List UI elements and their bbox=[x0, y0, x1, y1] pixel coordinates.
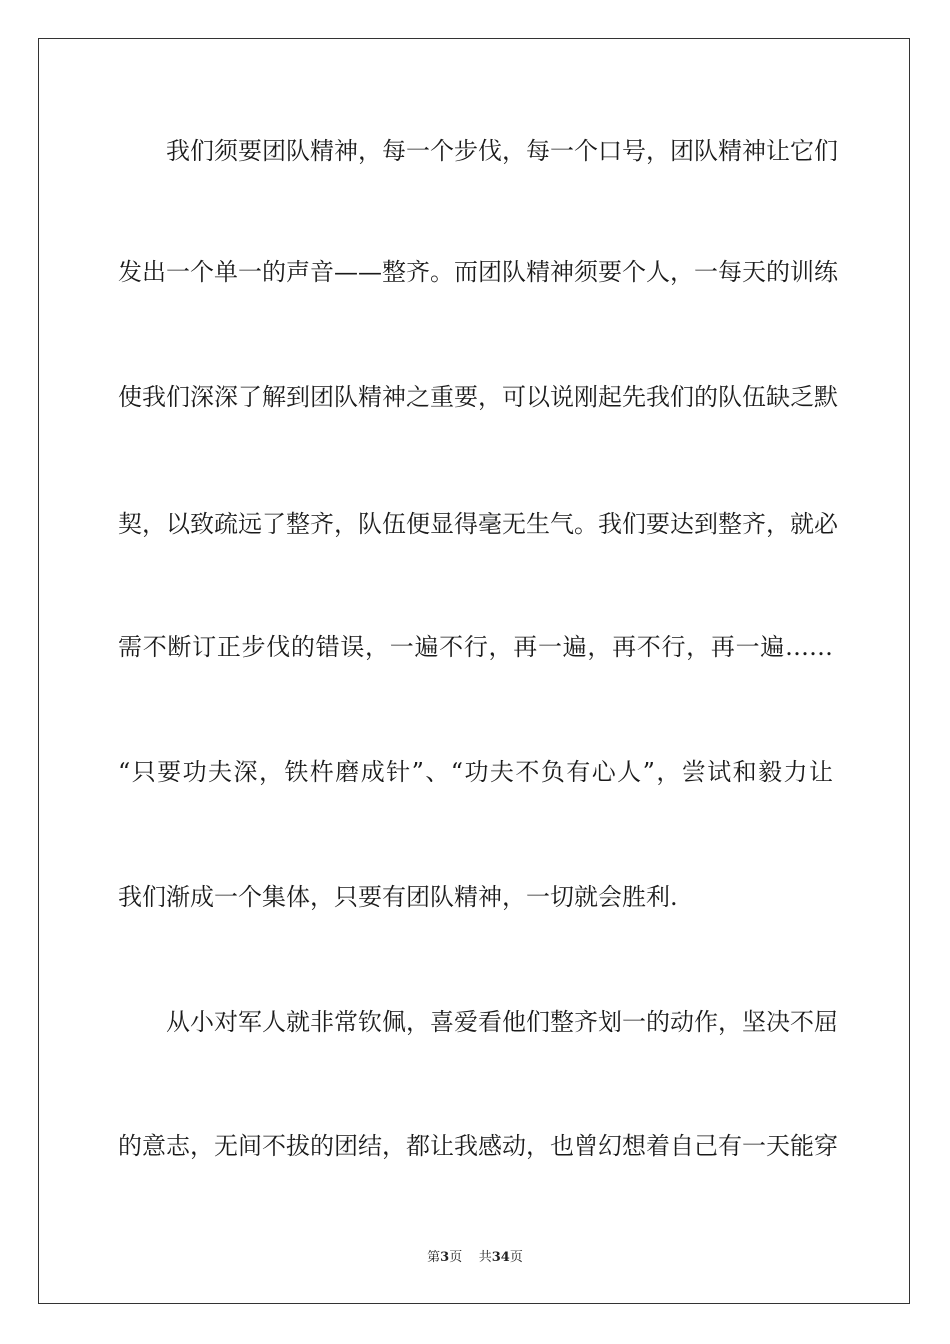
page-border bbox=[38, 38, 910, 1304]
footer-total-prefix: 共 bbox=[478, 1250, 492, 1265]
footer-page-prefix: 第 bbox=[427, 1250, 441, 1265]
paragraph-1-line-2: 发出一个单一的声音——整齐。而团队精神须要个人，一每天的训练 bbox=[118, 258, 838, 286]
footer-total-suffix: 页 bbox=[509, 1250, 523, 1265]
paragraph-1-line-5: 需不断订正步伐的错误，一遍不行，再一遍，再不行，再一遍…… bbox=[118, 633, 833, 661]
page-footer bbox=[0, 1246, 950, 1265]
paragraph-1-line-3: 使我们深深了解到团队精神之重要，可以说刚起先我们的队伍缺乏默 bbox=[118, 383, 838, 411]
paragraph-1-line-4: 契，以致疏远了整齐，队伍便显得毫无生气。我们要达到整齐，就必 bbox=[118, 510, 838, 538]
paragraph-1-line-7: 我们渐成一个集体，只要有团队精神，一切就会胜利. bbox=[118, 883, 678, 911]
footer-page-number: 3 bbox=[440, 1250, 450, 1265]
paragraph-1-line-6: “只要功夫深，铁杵磨成针”、“功夫不负有心人”，尝试和毅力让 bbox=[118, 758, 833, 786]
paragraph-2-line-1: 从小对军人就非常钦佩，喜爱看他们整齐划一的动作，坚决不屈 bbox=[166, 1008, 838, 1036]
footer-page-suffix: 页 bbox=[449, 1250, 463, 1265]
paragraph-2-line-2: 的意志，无间不拔的团结，都让我感动，也曾幻想着自己有一天能穿 bbox=[118, 1132, 838, 1160]
footer-total-pages: 34 bbox=[491, 1250, 510, 1265]
paragraph-1-line-1: 我们须要团队精神，每一个步伐，每一个口号，团队精神让它们 bbox=[166, 137, 838, 165]
